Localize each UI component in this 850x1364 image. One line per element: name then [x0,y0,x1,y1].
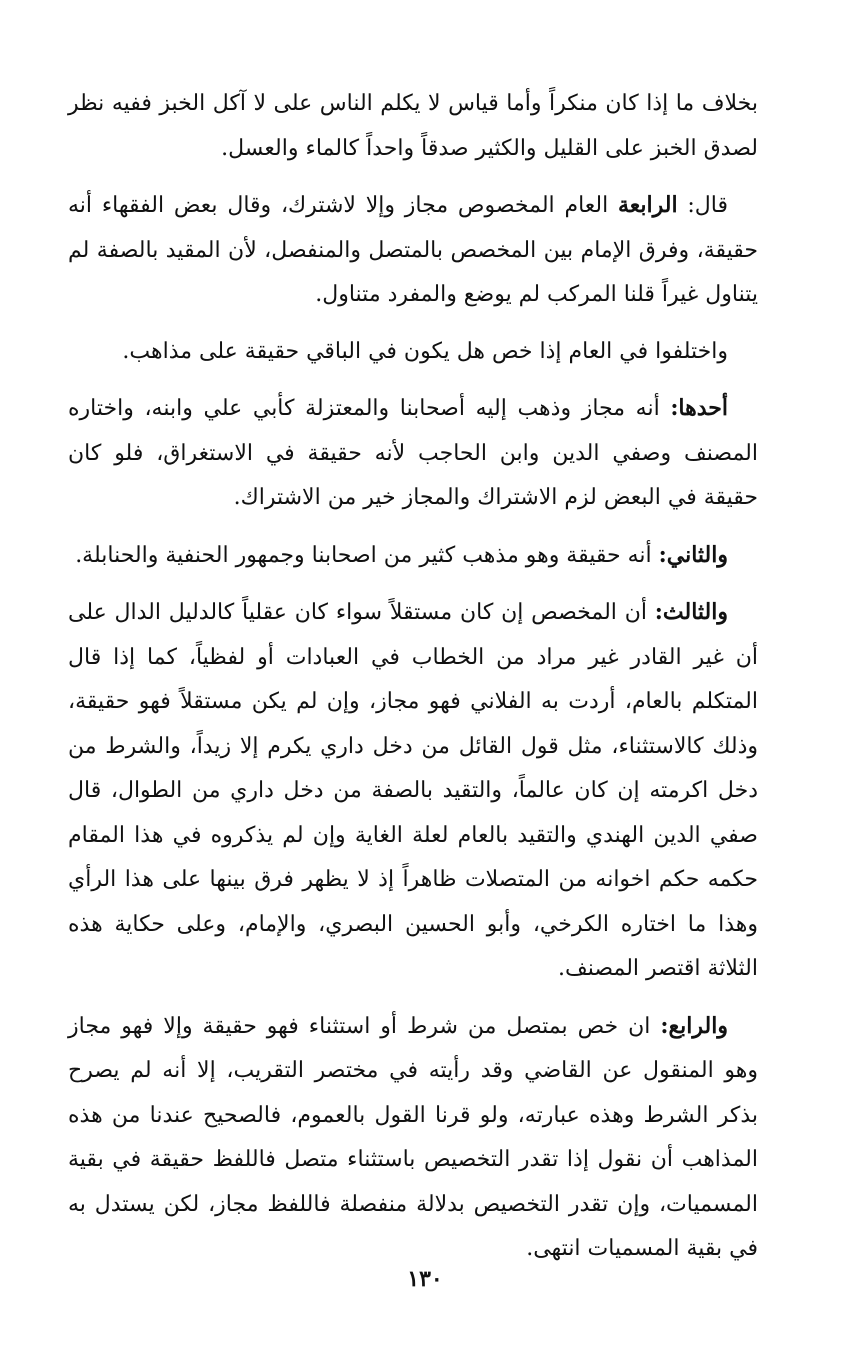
paragraph-5-lead: والثاني: [658,541,728,568]
paragraph-2 [68,183,758,318]
paragraph-4-text: أنه مجاز وذهب إليه أصحابنا والمعتزلة كأبي علي وابنه، واختاره المصنف وصفي الدين وابن الحاجب لأنه حقيقة في الاستغراق، فلو كان حقيقة في البعض لزم الاشتراك والمجاز خير من الاشتراك. [68,396,758,510]
paragraph-7-lead: والرابع: [660,1012,728,1039]
paragraph-6-lead: والثالث: [654,599,728,625]
paragraph-7-text: ان خص بمتصل من شرط أو استثناء فهو حقيقة وإلا فهو مجاز وهو المنقول عن القاضي وقد رأيته في مختصر التقريب، إلا أنه لم يصرح بذكر الشرط وهذه عبارته، ولو قرنا القول بالعموم، فالصحيح عندنا من هذه المذاهب أن نقول إذا تقدر التخصيص باستثناء متصل فاللفظ حقيقة في بقية المسميات، وإن تقدر التخصيص بدلالة منفصلة فاللفظ مجاز، لكن يستدل به في بقية المسميات انتهى. [68,1013,758,1261]
paragraph-5 [68,533,758,579]
paragraph-4 [68,386,758,521]
paragraph-6 [68,590,758,992]
paragraph-6-text: أن المخصص إن كان مستقلاً سواء كان عقلياً كالدليل الدال على أن غير القادر غير مراد من الخطاب في العبادات أو لفظياً، كما إذا قال المتكلم بالعام، أردت به الفلاني فهو مجاز، وإن لم يكن مستقلاً فهو حقيقة، وذلك كالاستثناء، مثل قول القائل من دخل داري يكرم إلا زيداً، والشرط من دخل اكرمته إن كان عالماً، والتقيد بالصفة من دخل داري من الطوال، قال صفي الدين الهندي والتقيد بالعام لعلة الغاية وإن لم يذكروه في هذا المقام حكمه حكم اخوانه من المتصلات ظاهراً إذ لا يظهر فرق بينها على هذا الرأي وهذا ما اختاره الكرخي، وأبو الحسين البصري، والإمام، وعلى حكاية هذه الثلاثة اقتصر المصنف. [68,600,758,981]
paragraph-2-prefix: قال: [677,193,728,218]
paragraph-1 [68,82,758,171]
paragraph-2-text: العام المخصوص مجاز وإلا لاشترك، وقال بعض الفقهاء أنه حقيقة، وفرق الإمام بين المخصص بالمتصل والمنفصل، لأن المقيد بالصفة لم يتناول غيراً قلنا المركب لم يوضع والمفرد متناول. [68,193,758,307]
paragraph-3 [68,330,758,375]
page-body [68,82,758,1284]
paragraph-4-lead: أحدها: [670,395,728,421]
paragraph-2-lead: الرابعة [617,192,678,218]
paragraph-7 [68,1004,758,1272]
paragraph-1-text: بخلاف ما إذا كان منكراً وأما قياس لا يكلم الناس على لا آكل الخبز ففيه نظر لصدق الخبز على القليل والكثير صدقاً واحداً كالماء والعسل. [68,91,758,161]
paragraph-5-text: أنه حقيقة وهو مذهب كثير من اصحابنا وجمهور الحنفية والحنابلة. [75,542,659,568]
page-number: ١٣٠ [407,1266,443,1292]
paragraph-3-text: واختلفوا في العام إذا خص هل يكون في الباقي حقيقة على مذاهب. [122,338,728,364]
